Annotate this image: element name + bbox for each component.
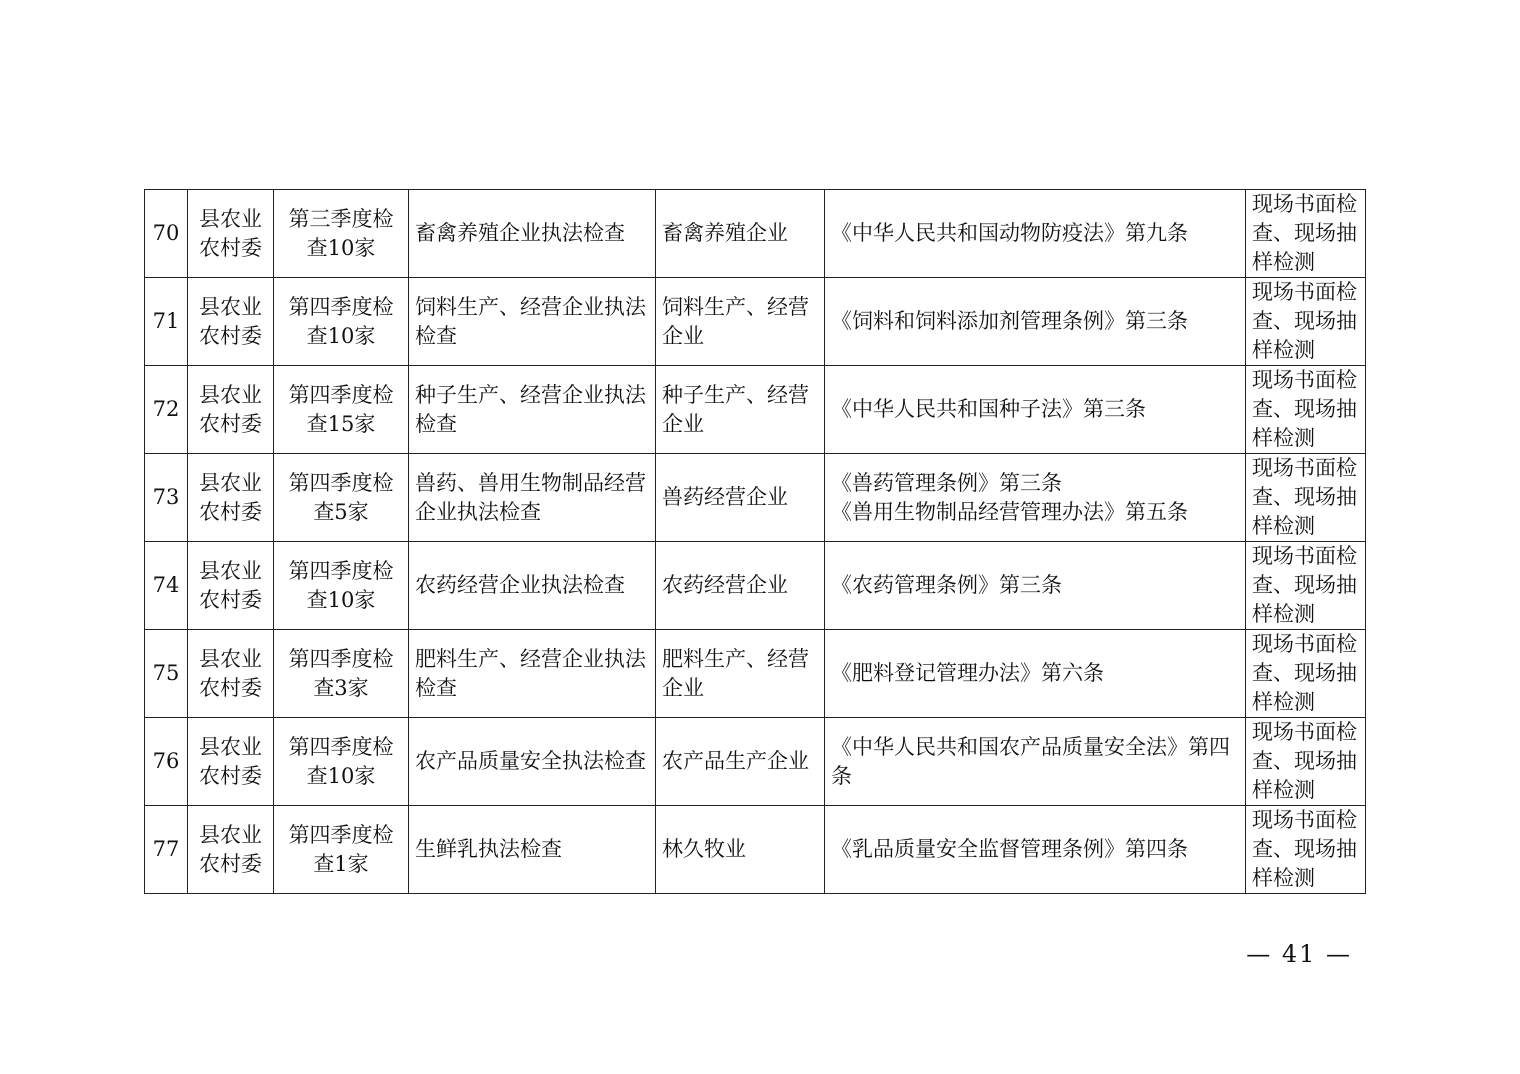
- inspection-method: 现场书面检查、现场抽样检测: [1246, 366, 1366, 454]
- legal-basis-line: 《兽药管理条例》第三条: [831, 470, 1062, 495]
- inspection-item: 饲料生产、经营企业执法检查: [409, 278, 656, 366]
- inspection-item: 农产品质量安全执法检查: [409, 718, 656, 806]
- legal-basis: [825, 454, 1246, 542]
- legal-basis-line: 《农药管理条例》第三条: [831, 573, 1062, 597]
- legal-basis: [825, 630, 1246, 718]
- legal-basis: [825, 718, 1246, 806]
- table-row: [145, 718, 1366, 806]
- inspection-target: 肥料生产、经营企业: [656, 630, 825, 718]
- table-body: [145, 190, 1366, 894]
- table-row: [145, 542, 1366, 630]
- legal-basis-line: 《中华人民共和国种子法》第三条: [831, 397, 1146, 421]
- inspection-item: 种子生产、经营企业执法检查: [409, 366, 656, 454]
- inspection-item: 农药经营企业执法检查: [409, 542, 656, 630]
- legal-basis-line: 《中华人民共和国动物防疫法》第九条: [831, 221, 1188, 245]
- row-number: 71: [145, 278, 188, 366]
- department: 县农业农村委: [188, 718, 274, 806]
- row-number: 77: [145, 806, 188, 894]
- inspection-item: 肥料生产、经营企业执法检查: [409, 630, 656, 718]
- department: 县农业农村委: [188, 366, 274, 454]
- legal-basis-line: 《乳品质量安全监督管理条例》第四条: [831, 837, 1188, 861]
- table-row: [145, 366, 1366, 454]
- inspection-time: 第四季度检查10家: [274, 542, 409, 630]
- inspection-target: 畜禽养殖企业: [656, 190, 825, 278]
- legal-basis: [825, 278, 1246, 366]
- table-row: [145, 806, 1366, 894]
- table-row: [145, 630, 1366, 718]
- inspection-target: 林久牧业: [656, 806, 825, 894]
- department: 县农业农村委: [188, 542, 274, 630]
- department: 县农业农村委: [188, 278, 274, 366]
- inspection-method: 现场书面检查、现场抽样检测: [1246, 278, 1366, 366]
- inspection-item: 生鲜乳执法检查: [409, 806, 656, 894]
- inspection-method: 现场书面检查、现场抽样检测: [1246, 454, 1366, 542]
- legal-basis-line: 《中华人民共和国农产品质量安全法》第四条: [831, 734, 1230, 788]
- table-row: [145, 190, 1366, 278]
- legal-basis: [825, 806, 1246, 894]
- legal-basis: [825, 542, 1246, 630]
- row-number: 72: [145, 366, 188, 454]
- department: 县农业农村委: [188, 190, 274, 278]
- inspection-time: 第四季度检查5家: [274, 454, 409, 542]
- inspection-time: 第四季度检查15家: [274, 366, 409, 454]
- inspection-time: 第四季度检查10家: [274, 278, 409, 366]
- page-number: — 41 —: [1246, 940, 1352, 968]
- inspection-target: 农药经营企业: [656, 542, 825, 630]
- row-number: 70: [145, 190, 188, 278]
- table-row: [145, 278, 1366, 366]
- legal-basis-line: 《肥料登记管理办法》第六条: [831, 661, 1104, 685]
- legal-basis: [825, 190, 1246, 278]
- inspection-target: 兽药经营企业: [656, 454, 825, 542]
- inspection-item: 畜禽养殖企业执法检查: [409, 190, 656, 278]
- table-row: [145, 454, 1366, 542]
- row-number: 74: [145, 542, 188, 630]
- inspection-target: 种子生产、经营企业: [656, 366, 825, 454]
- inspection-method: 现场书面检查、现场抽样检测: [1246, 806, 1366, 894]
- inspection-method: 现场书面检查、现场抽样检测: [1246, 630, 1366, 718]
- inspection-time: 第三季度检查10家: [274, 190, 409, 278]
- department: 县农业农村委: [188, 806, 274, 894]
- department: 县农业农村委: [188, 454, 274, 542]
- inspection-time: 第四季度检查3家: [274, 630, 409, 718]
- department: 县农业农村委: [188, 630, 274, 718]
- inspection-plan-table: [144, 189, 1366, 894]
- inspection-time: 第四季度检查10家: [274, 718, 409, 806]
- inspection-method: 现场书面检查、现场抽样检测: [1246, 190, 1366, 278]
- inspection-item: 兽药、兽用生物制品经营企业执法检查: [409, 454, 656, 542]
- row-number: 76: [145, 718, 188, 806]
- legal-basis: [825, 366, 1246, 454]
- inspection-time: 第四季度检查1家: [274, 806, 409, 894]
- inspection-target: 饲料生产、经营企业: [656, 278, 825, 366]
- legal-basis-line: 《兽用生物制品经营管理办法》第五条: [831, 499, 1188, 524]
- inspection-method: 现场书面检查、现场抽样检测: [1246, 718, 1366, 806]
- row-number: 75: [145, 630, 188, 718]
- inspection-method: 现场书面检查、现场抽样检测: [1246, 542, 1366, 630]
- legal-basis-line: 《饲料和饲料添加剂管理条例》第三条: [831, 309, 1188, 333]
- row-number: 73: [145, 454, 188, 542]
- inspection-target: 农产品生产企业: [656, 718, 825, 806]
